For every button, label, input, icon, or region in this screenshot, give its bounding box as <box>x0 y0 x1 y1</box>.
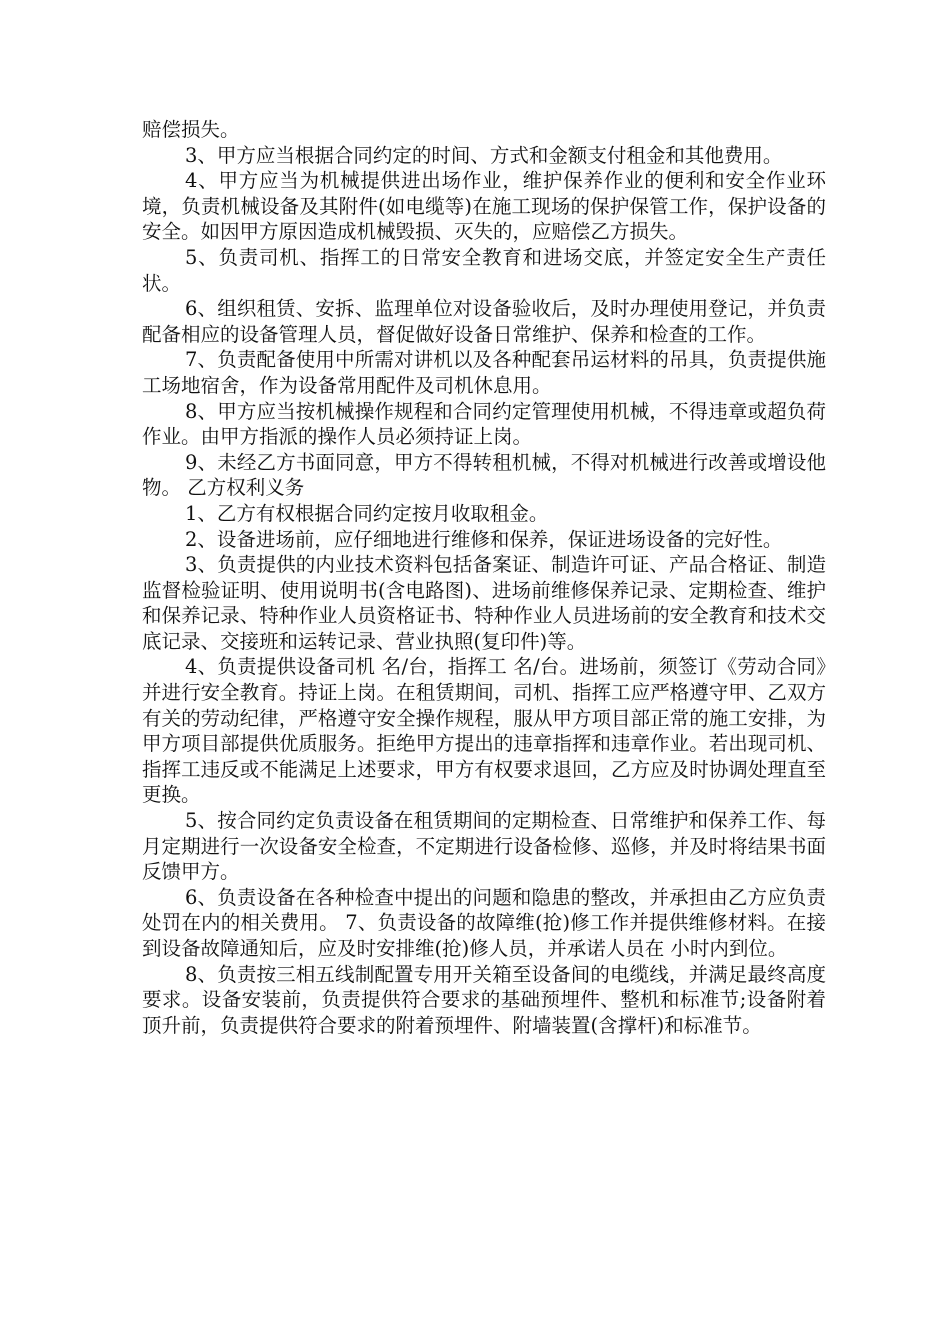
paragraph-party-b-item-2: 2、设备进场前，应仔细地进行维修和保养，保证进场设备的完好性。 <box>185 527 783 551</box>
document-page <box>142 117 826 1038</box>
paragraph-item-6: 6、组织租赁、安拆、监理单位对设备验收后，及时办理使用登记，并负责配备相应的设备管理人员，督促做好设备日常维护、保养和检查的工作。 <box>142 297 826 346</box>
paragraph-item-8: 8、甲方应当按机械操作规程和合同约定管理使用机械，不得违章或超负荷作业。由甲方指派的操作人员必须持证上岗。 <box>142 399 826 449</box>
paragraph-continuation: 赔偿损失。 <box>142 118 240 141</box>
paragraph-party-b-item-4: 4、负责提供设备司机 名/台，指挥工 名/台。进场前，须签订《劳动合同》并进行安全教育。持证上岗。在租赁期间，司机、指挥工应严格遵守甲、乙双方有关的劳动纪律，严格遵守安全操作规程，服从甲方项目部正常的施工安排，为甲方项目部提供优质服务。拒绝甲方提出的违章指挥和违章作业。若出现司机、指挥工违反或不能满足上述要求，甲方有权要求退回，乙方应及时协调处理直至更换。 <box>142 655 826 807</box>
paragraph-party-b-item-8: 8、负责按三相五线制配置专用开关箱至设备间的电缆线，并满足最终高度要求。设备安装前，负责提供符合要求的基础预埋件、整机和标准节;设备附着顶升前，负责提供符合要求的附着预埋件、附墙装置(含撑杆)和标准节。 <box>142 962 826 1037</box>
paragraph-party-b-item-3: 3、负责提供的内业技术资料包括备案证、制造许可证、产品合格证、制造监督检验证明、使用说明书(含电路图)、进场前维修保养记录、定期检查、维护和保养记录、特种作业人员资格证书、特种作业人员进场前的安全教育和技术交底记录、交接班和运转记录、营业执照(复印件)等。 <box>142 553 826 653</box>
paragraph-item-4: 4、甲方应当为机械提供进出场作业，维护保养作业的便利和安全作业环境，负责机械设备及其附件(如电缆等)在施工现场的保护保管工作，保护设备的安全。如因甲方原因造成机械毁损、灭失的，应赔偿乙方损失。 <box>142 169 826 244</box>
paragraph-party-b-item-5: 5、按合同约定负责设备在租赁期间的定期检查、日常维护和保养工作、每月定期进行一次设备安全检查，不定期进行设备检修、巡修，并及时将结果书面反馈甲方。 <box>142 809 826 884</box>
paragraph-party-b-item-6: 6、负责设备在各种检查中提出的问题和隐患的整改，并承担由乙方应负责处罚在内的相关费用。 7、负责设备的故障维(抢)修工作并提供维修材料。在接到设备故障通知后，应及时安排维(抢)修人员，并承诺人员在 小时内到位。 <box>142 885 826 960</box>
paragraph-item-5: 5、负责司机、指挥工的日常安全教育和进场交底，并签定安全生产责任状。 <box>142 245 826 295</box>
paragraph-item-3: 3、甲方应当根据合同约定的时间、方式和金额支付租金和其他费用。 <box>185 143 783 167</box>
paragraph-item-7: 7、负责配备使用中所需对讲机以及各种配套吊运材料的吊具，负责提供施工场地宿舍，作为设备常用配件及司机休息用。 <box>142 348 826 397</box>
paragraph-party-b-item-1: 1、乙方有权根据合同约定按月收取租金。 <box>185 501 549 525</box>
paragraph-item-9: 9、未经乙方书面同意，甲方不得转租机械，不得对机械进行改善或增设他物。 乙方权利义务 <box>142 450 826 500</box>
